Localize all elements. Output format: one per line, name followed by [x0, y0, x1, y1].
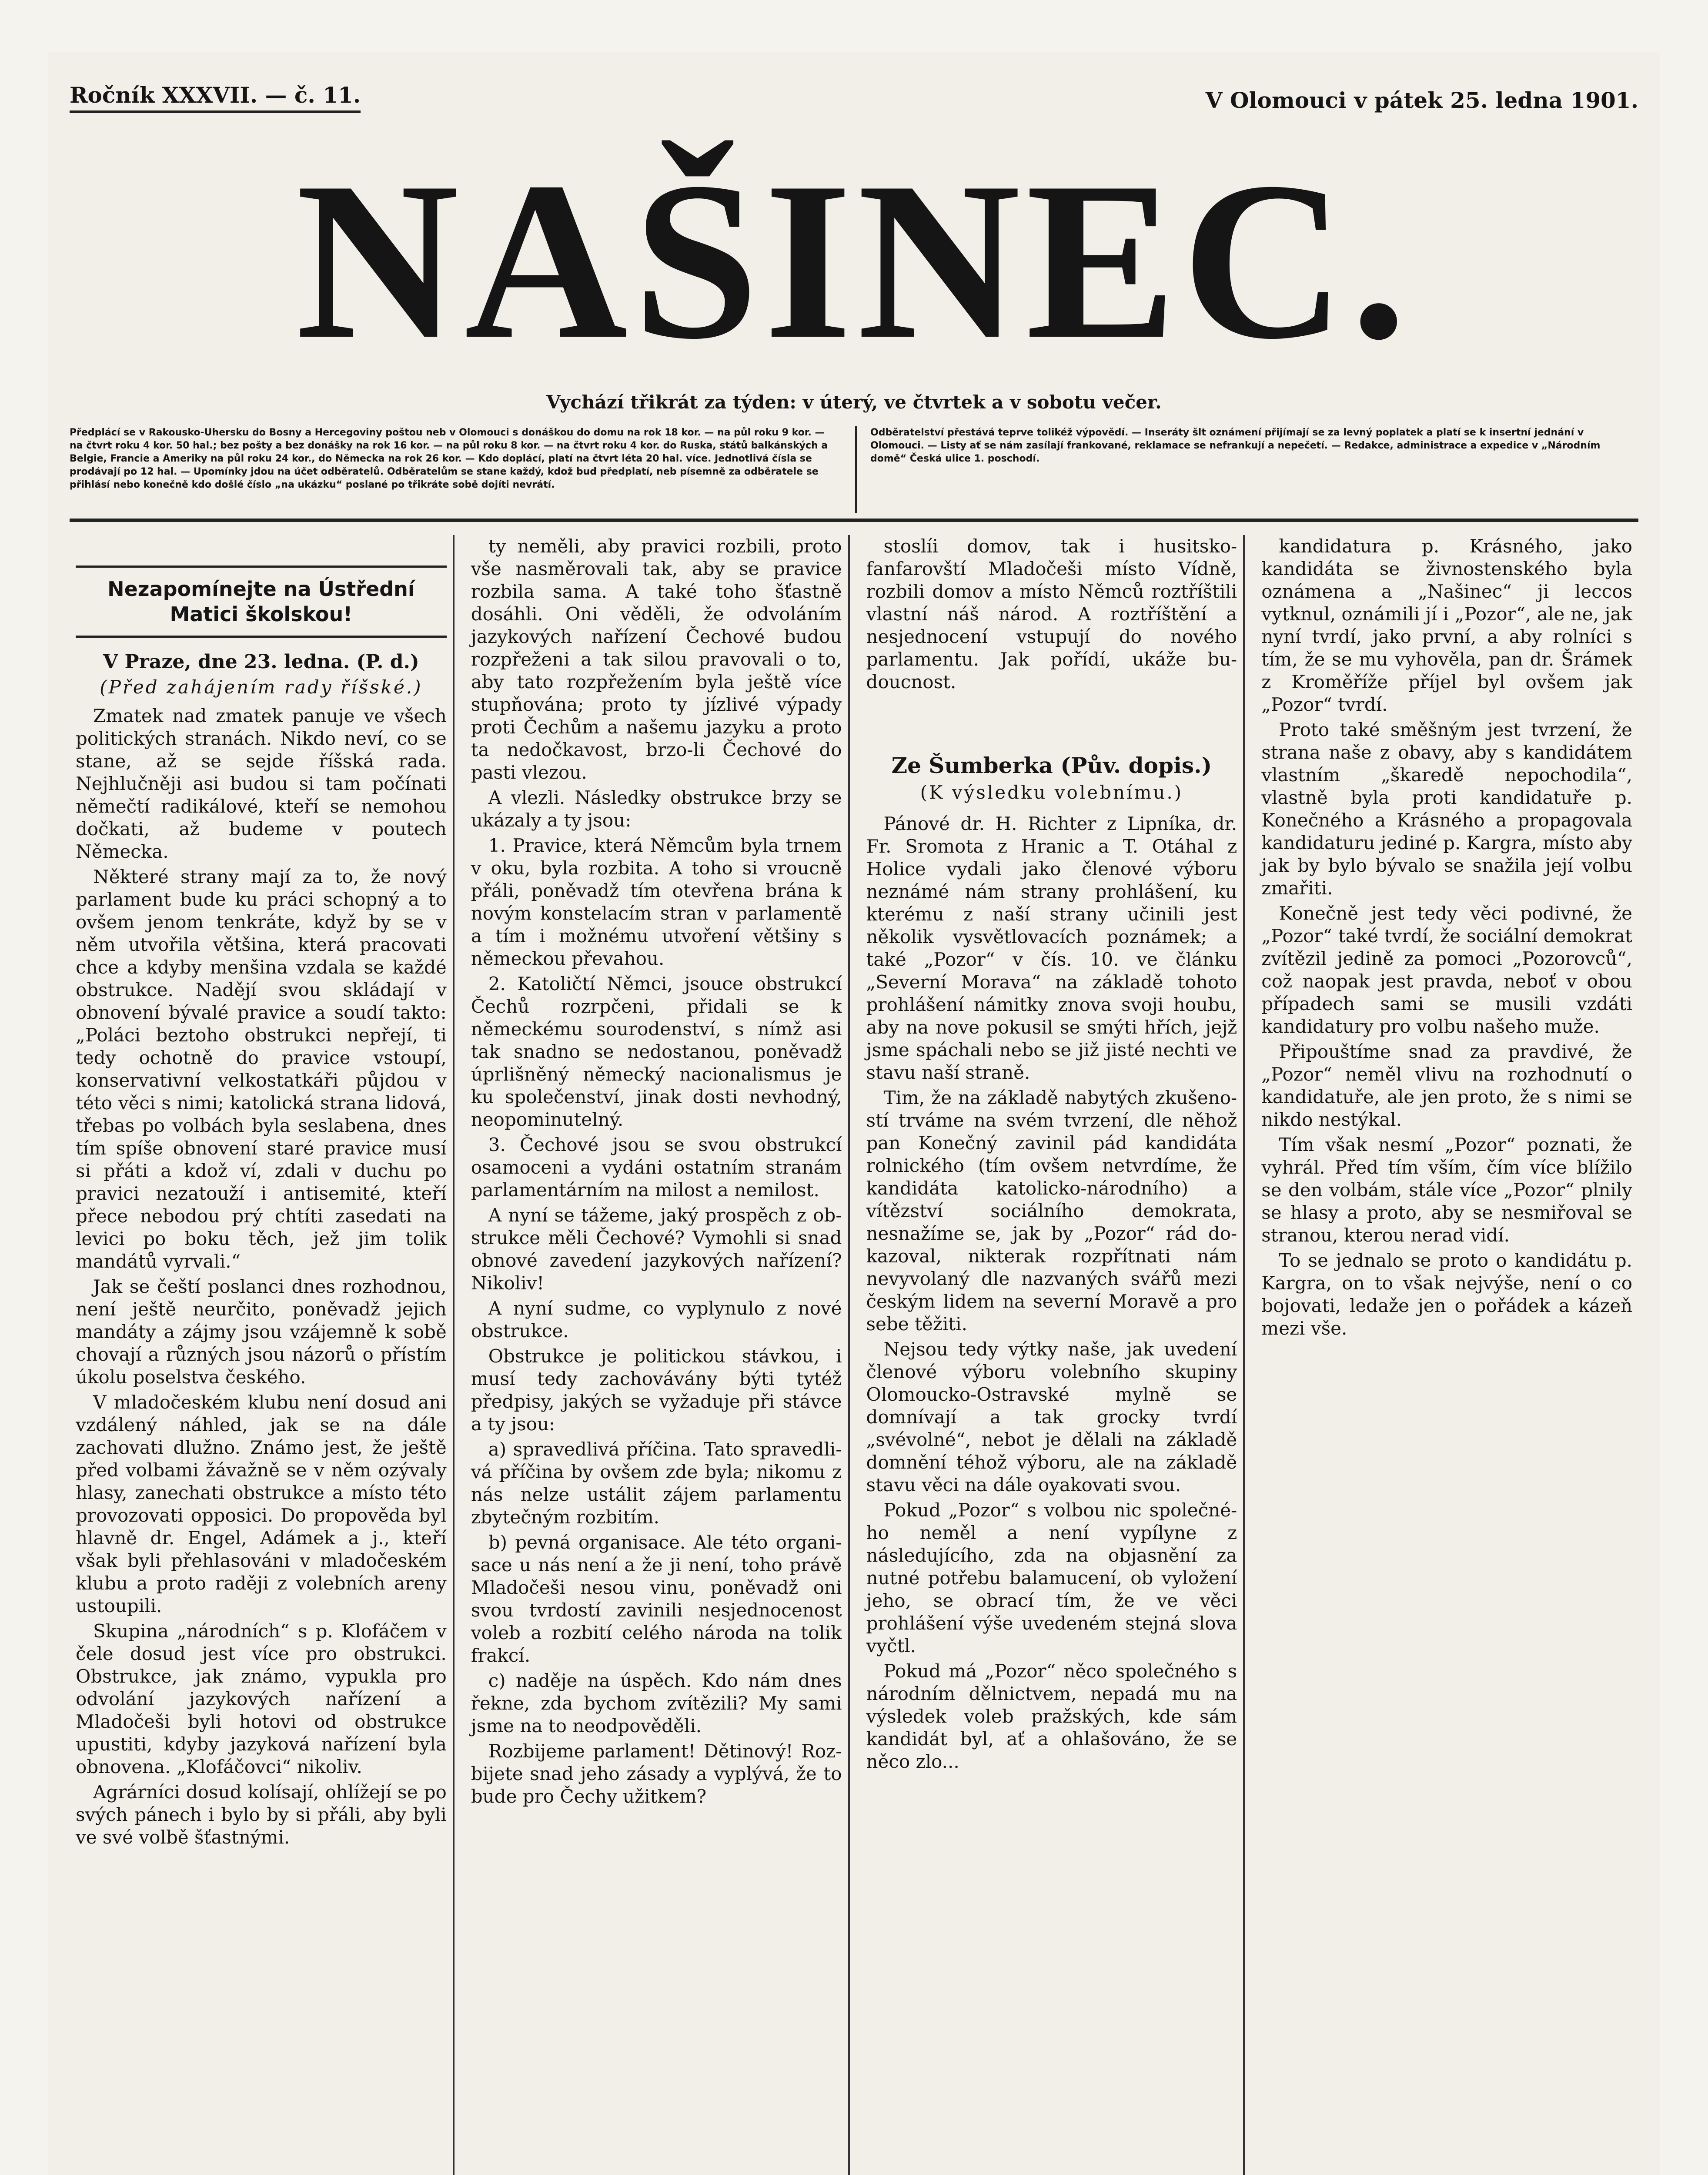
article-heading: (Před zahájením rady říšské.) [100, 676, 423, 698]
matice-notice-box: Nezapomínejte na Ústřední Matici školskou! [76, 566, 447, 638]
paragraph: ty neměli, aby pravici rozbili, proto vše nasměrovali tak, aby se pravice rozbila sama. A také toho šťastně dosáhli. Oni věděli, že odvoláním jazykových nařízení Čechové budou rozpřeženi a tak silou pravovali o to, aby tato rozpřežením byla ještě více stupňována; proto ty jízlivé výpady proti Čechům a našemu jazyku a proto ta nedočkavost, brzo-li Čechové do pasti vlezou. [471, 535, 842, 783]
issue-dateline: V Olomouci v pátek 25. ledna 1901. [1205, 87, 1638, 113]
column-1 [70, 535, 455, 2175]
newspaper-page [48, 52, 1660, 2175]
section-subtitle: (K výsledku volebnímu.) [920, 782, 1183, 803]
paragraph: Skupina „národních“ s p. Klofáčem v čele dosud jest více pro obstrukci. Obstrukce, jak známo, vypukla pro odvolání jazykových nařízení a Mladočeši byli hotovi od obstrukce upustiti, kdyby jazyková nařízení byla obnovena. „Klofáčovci“ nikoliv. [76, 1620, 447, 1777]
column-3 [860, 535, 1245, 2175]
masthead-subtitle: Vychází třikrát za týden: v úterý, ve čtvrtek a v sobotu večer. [546, 392, 1162, 413]
paragraph: Konečně jest tedy věci podivné, že „Pozor“ také tvrdí, že sociální demokrat zvítězil jedině za pomoci „Pozorovců“, což naopak jest pravda, neboť v obou případech sami se musili vzdáti kandidatury pro volbu našeho muže. [1261, 903, 1632, 1037]
column-2 [465, 535, 850, 2175]
paragraph: c) naděje na úspěch. Kdo nám dnes řekne, zda bychom zvítězili? My sami jsme na to neodpověděli. [471, 1670, 842, 1737]
paragraph: Proto také směšným jest tvrzení, že strana naše z obavy, aby s kandidátem vlastním „škaredě nepochodila“, vlastně byla proti kandidatuře p. Konečného a Krásného a propagovala kandidaturu jediné p. Kargra, místo aby jak by bylo bývalo se snažila její volbu zmařiti. [1261, 719, 1632, 899]
paragraph: V mladočeském klubu není dosud ani vzdálený náhled, jak se na dále zachovati dlužno. Známo jest, že ještě před volbami žávažně se v něm ozývaly hlasy, zanechati obstrukce a místo této provozovati opposici. Do propověda byl hlavně dr. Engel, Adámek a j., kteří však byli přehlasováni v mladočeském klubu a proto raději z volebních areny ustoupili. [76, 1392, 447, 1616]
paragraph: stoslíi domov, tak i husitsko-fanfarovští Mladočeši místo Vídně, rozbili domov a místo Němců roztříštili vlastní náš národ. A roztříštění a nesjednocení vstupují do nového parlamentu. Jak pořídí, ukáže budoucnost. [866, 535, 1237, 693]
paragraph: 1. Pravice, která Němcům byla trnem v oku, byla rozbita. A toho si vroucně přáli, poněvadž tím otevřena brána k novým konstelacím stran v parlamentě a tím i možnému utvoření většiny s německou převahou. [471, 835, 842, 969]
column-4 [1255, 535, 1638, 2175]
administration-notice: Odběratelství přestává teprve tolikéž výpovědí. — Inseráty šlt oznámení přijímají se za levný poplatek a platí se k insertní jednání v Olomouci. — Listy ať se nám zasílají frankované, reklamace se nefrankují a nepečetí. — Redakce, administrace a expedice v „Národním domě“ Česká ulice 1. poschodí. [855, 426, 1638, 513]
top-line [70, 83, 1638, 113]
paragraph: A vlezli. Následky obstrukce brzy se ukázaly a ty jsou: [471, 787, 842, 831]
paragraph: Pokud „Pozor“ s volbou nic společného neměl a není vypílyne z následujícího, zda na objasnění za nutné potřebu balamucení, ob vyložení jeho, se obrací tím, že ve věci prohlášení výše uvedeném stejná slova vyčtl. [866, 1499, 1237, 1656]
paragraph: Pánové dr. H. Richter z Lipníka, dr. Fr. Sromota z Hranic a T. Otáhal z Holice vydali jako členové výboru neznámé nám strany prohlášení, ku kterému z naší strany učinili jest několik vysvětlovacích poznámek; a také „Pozor“ v čís. 10. ve článku „Severní Morava“ na základě tohoto prohlášení námitky znova svoji houbu, aby na nove pokusil se smýti hřích, jejž jsme spáchali nebo se již jisté nechti ve stavu naší straně. [866, 813, 1237, 1083]
paragraph: Rozbijeme parlament! Dětinový! Rozbijete snad jeho zásady a vyplývá, že to bude pro Čechy užitkem? [471, 1740, 842, 1807]
paragraph: Tím však nesmí „Pozor“ poznati, že vyhrál. Před tím vším, čím více blížilo se den volbám, stále více „Pozor“ plnily se hlasy a proto, aby se nesmiřoval se stranou, kterou nerad vidí. [1261, 1134, 1632, 1246]
article-columns [70, 535, 1638, 2175]
subscription-terms: Předplácí se v Rakousko-Uhersku do Bosny a Hercegoviny poštou neb v Olomouci s donáškou do domu na rok 18 kor. — na půl roku 9 kor. — na čtvrt roku 4 kor. 50 hal.; bez pošty a bez donášky na rok 16 kor. — na půl roku 8 kor. — na čtvrt roku 4 kor. do Ruska, států balkánských a Belgie, Francie a Ameriky na půl roku 24 kor., do Německa na rok 26 kor. — Kdo doplácí, platí na čtvrt léta 20 hal. více. Jednotlivá čísla se prodávají po 12 hal. — Upomínky jdou na účet odběratelů. Odběratelům se stane každý, kdož bud předplatí, neb písemně za odběratele se přihlásí nebo konečně kdo došlé číslo „na ukázku“ poslané po třikráte sobě dojíti nevrátí. [70, 427, 828, 490]
paragraph: 2. Katoličtí Němci, jsouce obstrukcí Čechů rozrpčeni, přidali se k německému sourodenství, s nímž asi tak snadno se nedostanou, poněvadž úprlišněný německý nacionalismus je ku společenství, jinak dosti nevhodný, neopominutelný. [471, 973, 842, 1130]
paragraph: Jak se čeští poslanci dnes rozhodnou, není ještě neurčito, poněvadž jejich mandáty a zájmy jsou vzájemně k sobě chovají a různých jsou názorů o přístím úkolu poselstva českého. [76, 1276, 447, 1388]
paragraph: 3. Čechové jsou se svou obstrukcí osamoceni a vydáni ostatním stranám parlamentárním na milost a nemilost. [471, 1134, 842, 1201]
paragraph: Tim, že na základě nabytých zkušeností trváme na svém tvrzení, dle něhož pan Konečný zavinil pád kandidáta rolnického (tím ovšem netvrdíme, že kandidáta katolicko-národního) a vítězství sociálního demokrata, nesnažíme se, jak by „Pozor“ rád dokazoval, nikterak rozpřítnati nám nevyvolaný dle nazvaných svářů mezi českým lidem na severní Moravě a pro sebe těžiti. [866, 1087, 1237, 1335]
paragraph: b) pevná organisace. Ale této organisace u nás není a že ji není, toho právě Mladočeši nesou vinu, poněvadž oni svou tvrdostí zavinili nesjednocenost voleb a rozbití celého národa na tolik frakcí. [471, 1532, 842, 1666]
paragraph: A nyní sudme, co vyplynulo z nové obstrukce. [471, 1298, 842, 1342]
paragraph: Obstrukce je politickou stávkou, i musí tedy zachovávány býti tytéž předpisy, jakých se vyžaduje při stávce a ty jsou: [471, 1345, 842, 1435]
paragraph: A nyní se tážeme, jaký prospěch z obstrukce měli Čechové? Vymohli si snad obnové zavedení jazykových nařízení? Nikoliv! [471, 1205, 842, 1294]
paragraph: a) spravedlivá příčina. Tato spravedlivá příčina by ovšem zde byla; nikomu z nás nelze ustálit zájem parlamentu zbytečným rozbitím. [471, 1439, 842, 1528]
paragraph: Nejsou tedy výtky naše, jak uvedení členové výboru volebního skupiny Olomoucko-Ostravské mylně se domnívají a tak grocky tvrdí „svévolné“, nebot je dělali na základě domnění téhož výboru, ale na základě stavu věci na dále oyakovati svou. [866, 1338, 1237, 1496]
masthead-title: NAŠINEC. [296, 136, 1412, 386]
issue-number: Ročník XXXVII. — č. 11. [70, 82, 361, 113]
section-title: Ze Šumberka (Pův. dopis.) [891, 753, 1212, 778]
paragraph: Připouštíme snad za pravdivé, že „Pozor“ neměl vlivu na rozhodnutí o kandidatuře, ale jen proto, že s nimi se nikdo nestýkal. [1261, 1041, 1632, 1130]
paragraph: Agrárníci dosud kolísají, ohlížejí se po svých pánech i bylo by si přáli, aby byli ve své volbě šťastnými. [76, 1781, 447, 1848]
paragraph: To se jednalo se proto o kandidátu p. Kargra, on to však nejvýše, není o co bojovati, ledaže jen o pořádek a kázeň mezi vše. [1261, 1250, 1632, 1339]
paragraph: Pokud má „Pozor“ něco společného s národním dělnictvem, nepadá mu na výsledek voleb pražských, kde sám kandidát byl, ať a ohlašováno, že se něco zlo... [866, 1660, 1237, 1772]
paragraph: Zmatek nad zmatek panuje ve všech politických stranách. Nikdo neví, co se stane, až se sejde říšská rada. Nejhlučněji asi budou si tam počínati němečtí radikálové, kteří se nemohou dočkati, až budeme v poutech Německa. [76, 705, 447, 862]
subscription-info [70, 426, 1638, 522]
paragraph: kandidatura p. Krásného, jako kandidáta se živnostenského byla oznámena a „Našinec“ ji leccos vytknul, oznámili jí i „Pozor“, ale ne, jak nyní tvrdí, jako první, a aby rolníci s tím, že se mu vyhověla, pan dr. Šrámek z Kroměříže příjel byl ovšem jak „Pozor“ tvrdí. [1261, 535, 1632, 715]
article-dateline: V Praze, dne 23. ledna. (P. d.) [103, 651, 419, 673]
paragraph: Některé strany mají za to, že nový parlament bude ku práci schopný a to ovšem jenom tenkráte, když by se v něm utvořila většina, která pracovati chce a kdyby menšina vzdala se každé obstrukce. Nadějí svou skládají v obnovení bývalé pravice a soudí takto: „Poláci beztoho obstrukci nepřejí, ti tedy ochotně do pravice vstoupí, konservativní velkostatkáři půjdou v této věci s nimi; katolická strana lidová, třebas po volbách byla seslabena, dnes tím spíše obnovení staré pravice musí si přáti a kdož ví, zdali v duchu po pravici nezatouží i antisemité, kteří přece nebodou prý chtíti zasedati na levici po boku těch, jež jim tolik mandátů vyrvali.“ [76, 866, 447, 1272]
